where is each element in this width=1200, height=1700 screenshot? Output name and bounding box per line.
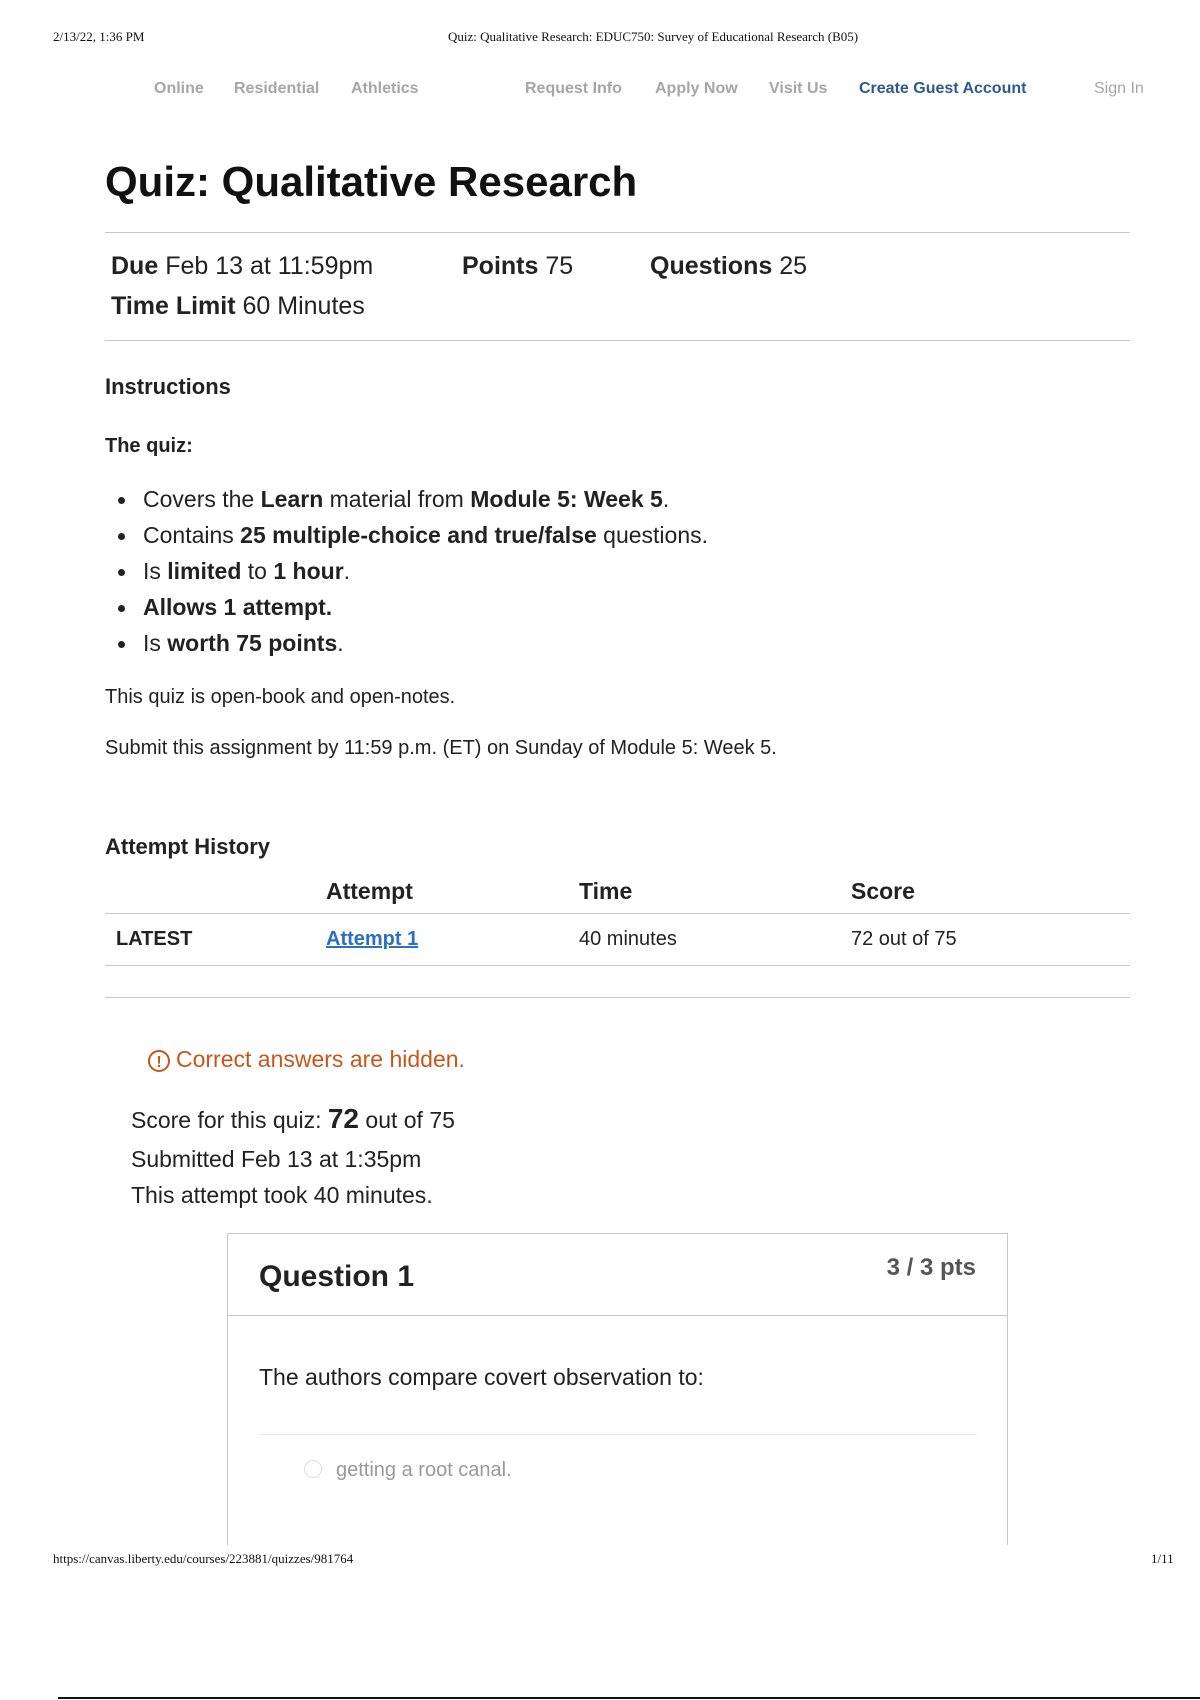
points-info — [462, 252, 573, 281]
bullet-text: . — [343, 558, 351, 584]
table-header-divider — [105, 913, 1130, 914]
bullet-bold-text: Allows 1 attempt. — [143, 594, 333, 620]
submitted-time: Submitted Feb 13 at 1:35pm — [131, 1146, 422, 1172]
score-value: 72 — [327, 1103, 360, 1134]
due-info — [111, 252, 373, 281]
bullet-text: Is — [143, 630, 168, 656]
score-prefix: Score for this quiz: — [131, 1107, 328, 1133]
bullet-text: . — [337, 630, 344, 656]
print-doc-title: Quiz: Qualitative Research: EDUC750: Survey of Educational Research (B05) — [448, 29, 859, 44]
question-points: 3 / 3 pts — [886, 1254, 976, 1281]
nav-create-guest-account-link[interactable]: Create Guest Account — [859, 80, 1027, 97]
bullet-bold-text: 25 multiple-choice and true/false — [240, 522, 597, 548]
nav-apply-now-link[interactable]: Apply Now — [655, 80, 738, 97]
points-label: Points — [462, 252, 539, 280]
bullet-text: material from — [323, 486, 471, 512]
bullet-dot — [118, 533, 125, 540]
bullet-bold-text: Module 5: Week 5 — [470, 486, 663, 512]
meta-divider — [105, 340, 1130, 341]
questions-info — [650, 252, 807, 281]
table-row-divider — [105, 965, 1130, 966]
latest-tag: LATEST — [116, 928, 193, 950]
exclamation-circle-icon: ! — [148, 1050, 170, 1072]
answer-radio[interactable] — [304, 1460, 322, 1478]
nav-sign-in-link[interactable]: Sign In — [1094, 80, 1144, 97]
questions-label: Questions — [650, 252, 773, 280]
quiz-score — [131, 1103, 455, 1135]
bullet-dot — [118, 497, 125, 504]
instructions-heading: Instructions — [105, 374, 231, 399]
nav-online-link[interactable]: Online — [154, 80, 204, 97]
due-value: Feb 13 at 11:59pm — [165, 252, 374, 280]
nav-visit-us-link[interactable]: Visit Us — [769, 80, 828, 97]
question-title: Question 1 — [259, 1260, 415, 1293]
attempt-history-heading: Attempt History — [105, 834, 271, 859]
attempt-column-header: Attempt — [326, 878, 413, 904]
time-limit-value: 60 Minutes — [242, 292, 365, 320]
answer-option-text: getting a root canal. — [336, 1459, 512, 1481]
bullet-text: Contains — [143, 522, 241, 548]
bullet-text: to — [241, 558, 274, 584]
print-footer-url: https://canvas.liberty.edu/courses/223881/quizzes/981764 — [53, 1551, 354, 1566]
nav-residential-link[interactable]: Residential — [234, 80, 320, 97]
section-divider — [105, 997, 1130, 998]
submit-note: Submit this assignment by 11:59 p.m. (ET) on Sunday of Module 5: Week 5. — [105, 737, 777, 759]
bullet-bold-text: 1 hour — [273, 558, 344, 584]
print-page-number: 1/11 — [1151, 1551, 1174, 1566]
time-limit-info — [111, 292, 365, 321]
bullet-text: questions. — [596, 522, 709, 548]
time-limit-label: Time Limit — [111, 292, 236, 320]
bullet-bold-text: worth 75 points — [167, 630, 338, 656]
nav-athletics-link[interactable]: Athletics — [351, 80, 419, 97]
bullet-dot — [118, 569, 125, 576]
question-header — [228, 1234, 1007, 1316]
title-divider — [105, 232, 1130, 233]
bullet-text: Covers the — [143, 486, 261, 512]
bullet-text: Is — [143, 558, 168, 584]
attempt-1-link[interactable]: Attempt 1 — [326, 928, 419, 950]
bullet-bold-text: Learn — [260, 486, 324, 512]
question-divider — [259, 1434, 977, 1435]
due-label: Due — [111, 252, 159, 280]
bullet-text: . — [662, 486, 670, 512]
instructions-subheading: The quiz: — [105, 435, 193, 457]
score-suffix: out of 75 — [359, 1107, 455, 1133]
page-bottom-rule — [58, 1697, 1200, 1699]
bullet-dot — [118, 641, 125, 648]
hidden-answers-notice — [148, 1046, 465, 1073]
page-title: Quiz: Qualitative Research — [105, 158, 638, 205]
bullet-bold-text: limited — [167, 558, 242, 584]
attempt-score: 72 out of 75 — [851, 928, 957, 950]
question-text: The authors compare covert observation to: — [259, 1364, 704, 1390]
time-column-header: Time — [579, 878, 633, 904]
attempt-duration: This attempt took 40 minutes. — [131, 1182, 433, 1208]
print-datetime: 2/13/22, 1:36 PM — [53, 29, 145, 44]
score-column-header: Score — [851, 878, 915, 904]
hidden-answers-text: Correct answers are hidden. — [176, 1046, 465, 1072]
question-card — [227, 1233, 1008, 1545]
points-value: 75 — [545, 252, 574, 280]
attempt-time: 40 minutes — [579, 928, 677, 950]
questions-value: 25 — [779, 252, 808, 280]
nav-request-info-link[interactable]: Request Info — [525, 80, 622, 97]
open-book-note: This quiz is open-book and open-notes. — [105, 686, 456, 708]
bullet-dot — [118, 605, 125, 612]
